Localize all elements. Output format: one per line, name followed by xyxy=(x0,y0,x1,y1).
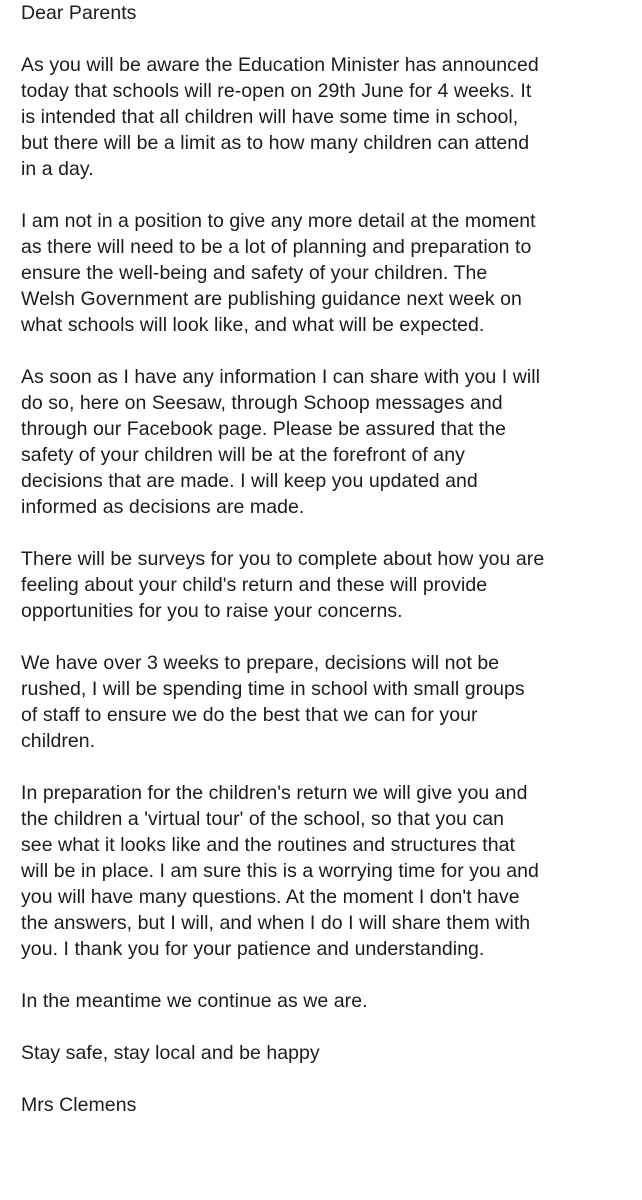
paragraph-line: decisions that are made. I will keep you updated and xyxy=(21,470,478,492)
paragraph-line: is intended that all children will have some time in school, xyxy=(21,106,519,128)
paragraph xyxy=(21,650,636,754)
paragraph-line: the answers, but I will, and when I do I will share them with xyxy=(21,912,531,934)
paragraph-line: safety of your children will be at the forefront of any xyxy=(21,444,465,466)
paragraph-line: Welsh Government are publishing guidance next week on xyxy=(21,288,522,310)
paragraph xyxy=(21,52,636,182)
letter-greeting: Dear Parents xyxy=(21,2,137,24)
paragraph xyxy=(21,780,636,962)
paragraph-gap xyxy=(21,754,636,780)
paragraph-line: see what it looks like and the routines and structures that xyxy=(21,834,515,856)
paragraph-gap xyxy=(21,182,636,208)
paragraph-line: in a day. xyxy=(21,158,94,180)
paragraph-gap xyxy=(21,624,636,650)
paragraph-line: through our Facebook page. Please be assured that the xyxy=(21,418,507,440)
paragraph-line: what schools will look like, and what will be expected. xyxy=(21,314,485,336)
paragraph-line: rushed, I will be spending time in school with small groups xyxy=(21,678,525,700)
paragraph-line: There will be surveys for you to complete about how you are xyxy=(21,548,545,570)
paragraph-line: feeling about your child's return and these will provide xyxy=(21,574,488,596)
paragraph xyxy=(21,546,636,624)
paragraph-line: will be in place. I am sure this is a worrying time for you and xyxy=(21,860,539,882)
paragraph-line: In preparation for the children's return we will give you and xyxy=(21,782,528,804)
paragraph-line: as there will need to be a lot of planning and preparation to xyxy=(21,236,532,258)
letter-body xyxy=(21,0,636,1118)
paragraph-line: do so, here on Seesaw, through Schoop messages and xyxy=(21,392,503,414)
paragraph-line: you will have many questions. At the moment I don't have xyxy=(21,886,520,908)
paragraph xyxy=(21,364,636,520)
paragraph-gap xyxy=(21,338,636,364)
paragraph-line: the children a 'virtual tour' of the school, so that you can xyxy=(21,808,505,830)
paragraph-line: but there will be a limit as to how many children can attend xyxy=(21,132,530,154)
paragraph-gap xyxy=(21,520,636,546)
paragraph-line: ensure the well-being and safety of your children. The xyxy=(21,262,488,284)
paragraph-line: today that schools will re-open on 29th June for 4 weeks. It xyxy=(21,80,532,102)
letter-signature: Mrs Clemens xyxy=(21,1094,137,1116)
paragraph-line: As soon as I have any information I can share with you I will xyxy=(21,366,540,388)
paragraph-gap xyxy=(21,1014,636,1040)
paragraph xyxy=(21,1040,636,1066)
paragraph-gap xyxy=(21,26,636,52)
paragraph-line: We have over 3 weeks to prepare, decisions will not be xyxy=(21,652,500,674)
paragraph-gap xyxy=(21,1066,636,1092)
paragraph-line: you. I thank you for your patience and understanding. xyxy=(21,938,485,960)
paragraph-line: In the meantime we continue as we are. xyxy=(21,990,368,1012)
paragraph-line: Stay safe, stay local and be happy xyxy=(21,1042,320,1064)
paragraph-line: children. xyxy=(21,730,96,752)
paragraph-line: of staff to ensure we do the best that we can for your xyxy=(21,704,478,726)
paragraph xyxy=(21,208,636,338)
paragraph-line: I am not in a position to give any more detail at the moment xyxy=(21,210,536,232)
paragraph-gap xyxy=(21,962,636,988)
paragraph-line: opportunities for you to raise your concerns. xyxy=(21,600,403,622)
paragraph-line: informed as decisions are made. xyxy=(21,496,305,518)
paragraph-line: As you will be aware the Education Minister has announced xyxy=(21,54,539,76)
paragraph xyxy=(21,988,636,1014)
